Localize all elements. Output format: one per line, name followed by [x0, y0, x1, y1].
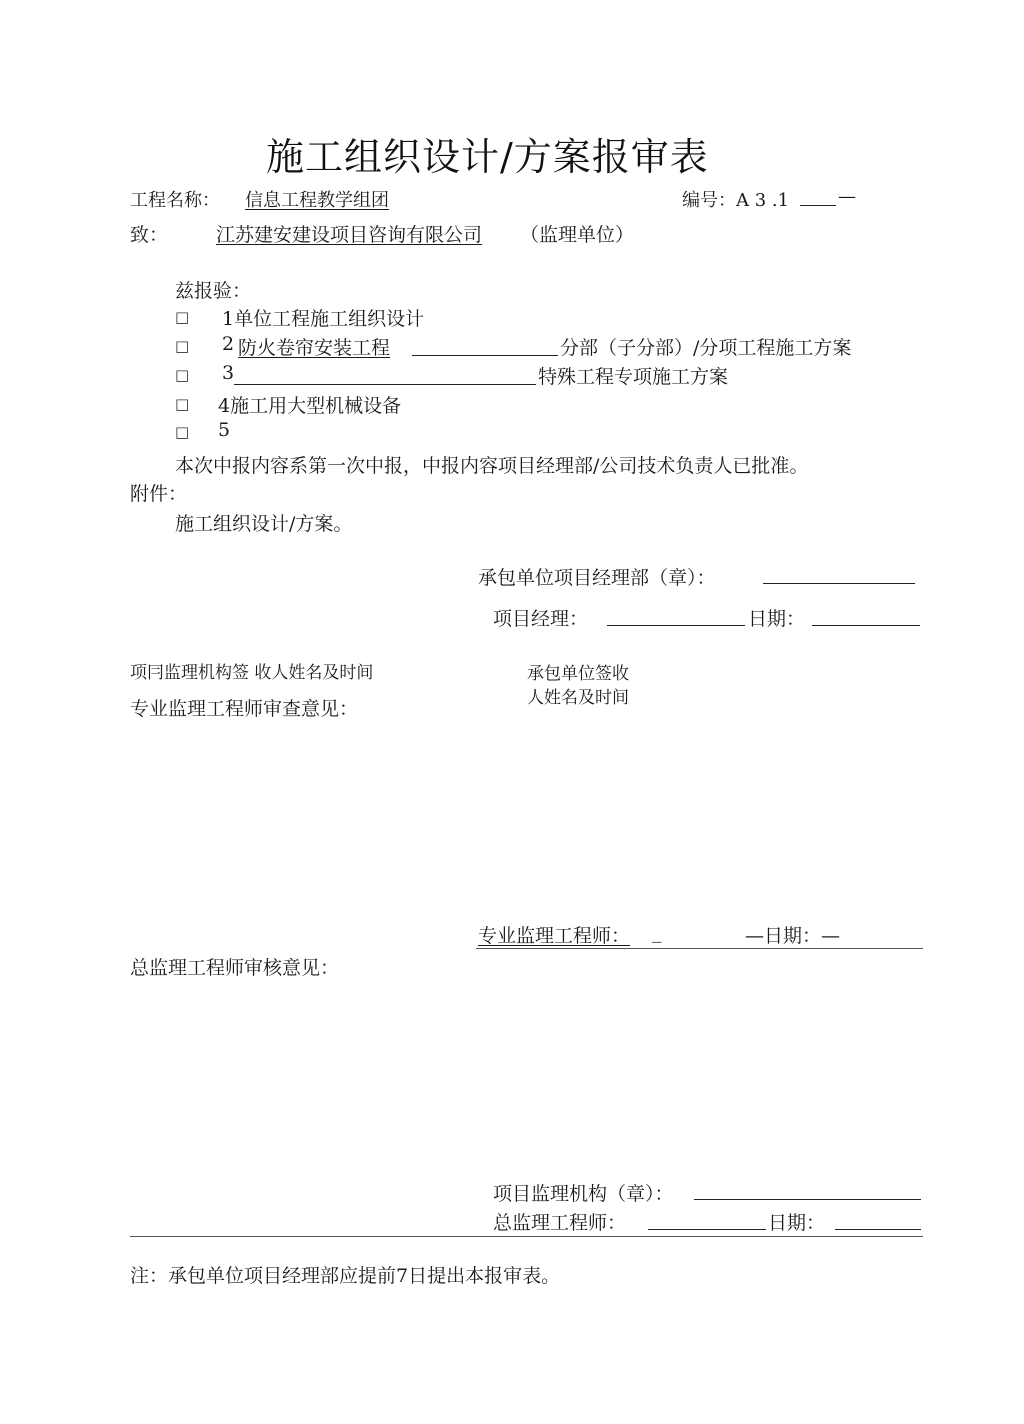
item-4-label: 4施工用大型机械设备: [218, 395, 402, 417]
supervisor-company: 江苏建安建设项目咨询有限公司: [216, 224, 483, 246]
chief-engineer-blank: [648, 1229, 766, 1230]
attachment-label: 附件：: [130, 483, 188, 505]
form-number-tail: —: [838, 186, 856, 207]
supervisor-role: （监理单位）: [520, 224, 635, 246]
contractor-date-blank: [812, 625, 920, 626]
chief-engineer-label: 总监理工程师：: [493, 1212, 627, 1234]
item-1-label: 1单位工程施工组织设计: [222, 308, 425, 330]
engineer-date-label: —日期：—: [745, 925, 841, 947]
engineer-sign-mark: _: [652, 921, 662, 943]
supervision-org-blank: [694, 1199, 921, 1200]
contractor-dept-blank: [763, 583, 915, 584]
report-statement: 本次中报内容系第一次中报，中报内容项目经理部/公司技术负责人已批准。: [175, 455, 809, 477]
engineer-section-divider: [476, 948, 923, 949]
checkbox-item-4[interactable]: □: [175, 395, 190, 413]
page-title: 施工组织设计/方案报审表: [266, 135, 709, 179]
form-bottom-divider: [130, 1236, 923, 1237]
project-manager-label: 项目经理：: [493, 608, 589, 630]
report-intro: 兹报验：: [175, 280, 252, 302]
chief-date-label: 日期：: [768, 1212, 826, 1234]
supervision-receipt: 项冃监理机构签 收人姓名及时间: [130, 663, 374, 683]
project-manager-blank: [607, 625, 745, 626]
checkbox-item-3[interactable]: □: [175, 366, 190, 384]
project-name-value: 信息工程教学组团: [245, 190, 389, 211]
checkbox-item-5[interactable]: □: [175, 423, 190, 441]
supervision-org-label: 项目监理机构（章）：: [493, 1183, 674, 1205]
chief-date-blank: [835, 1229, 921, 1230]
contractor-dept-label: 承包单位项目经理部（章）：: [478, 567, 716, 589]
footnote: 注：承包单位项目经理部应提前7日提出本报审表。: [130, 1265, 561, 1287]
checkbox-item-1[interactable]: □: [175, 308, 190, 326]
checkbox-item-2[interactable]: □: [175, 337, 190, 355]
form-number-label: 编号：A 3 .1: [682, 190, 790, 211]
contractor-date-label: 日期：: [748, 608, 806, 630]
form-number-blank: [800, 205, 836, 206]
engineer-sign-label: 专业监理工程师：: [478, 925, 631, 947]
item-3-suffix: 特殊工程专项施工方案: [538, 366, 729, 388]
item-3-blank: [234, 384, 536, 385]
contractor-receipt-line1: 承包单位签收: [527, 664, 629, 684]
item-2-project: 防火卷帘安装工程: [238, 337, 391, 359]
item-2-number: 2: [222, 333, 235, 355]
engineer-review-label: 专业监理工程师审查意见：: [130, 698, 359, 720]
item-2-blank: [412, 355, 558, 356]
to-label: 致：: [130, 224, 169, 246]
contractor-receipt-line2: 人姓名及时间: [527, 688, 629, 708]
project-name-label: 工程名称：: [130, 190, 220, 211]
item-3-number: 3: [222, 362, 235, 384]
item-5-label: 5: [218, 419, 231, 441]
item-2-suffix: 分部（子分部）/分项工程施工方案: [560, 337, 852, 359]
chief-review-label: 总监理工程师审核意见：: [130, 957, 340, 979]
attachment-content: 施工组织设计/方案。: [175, 513, 353, 535]
